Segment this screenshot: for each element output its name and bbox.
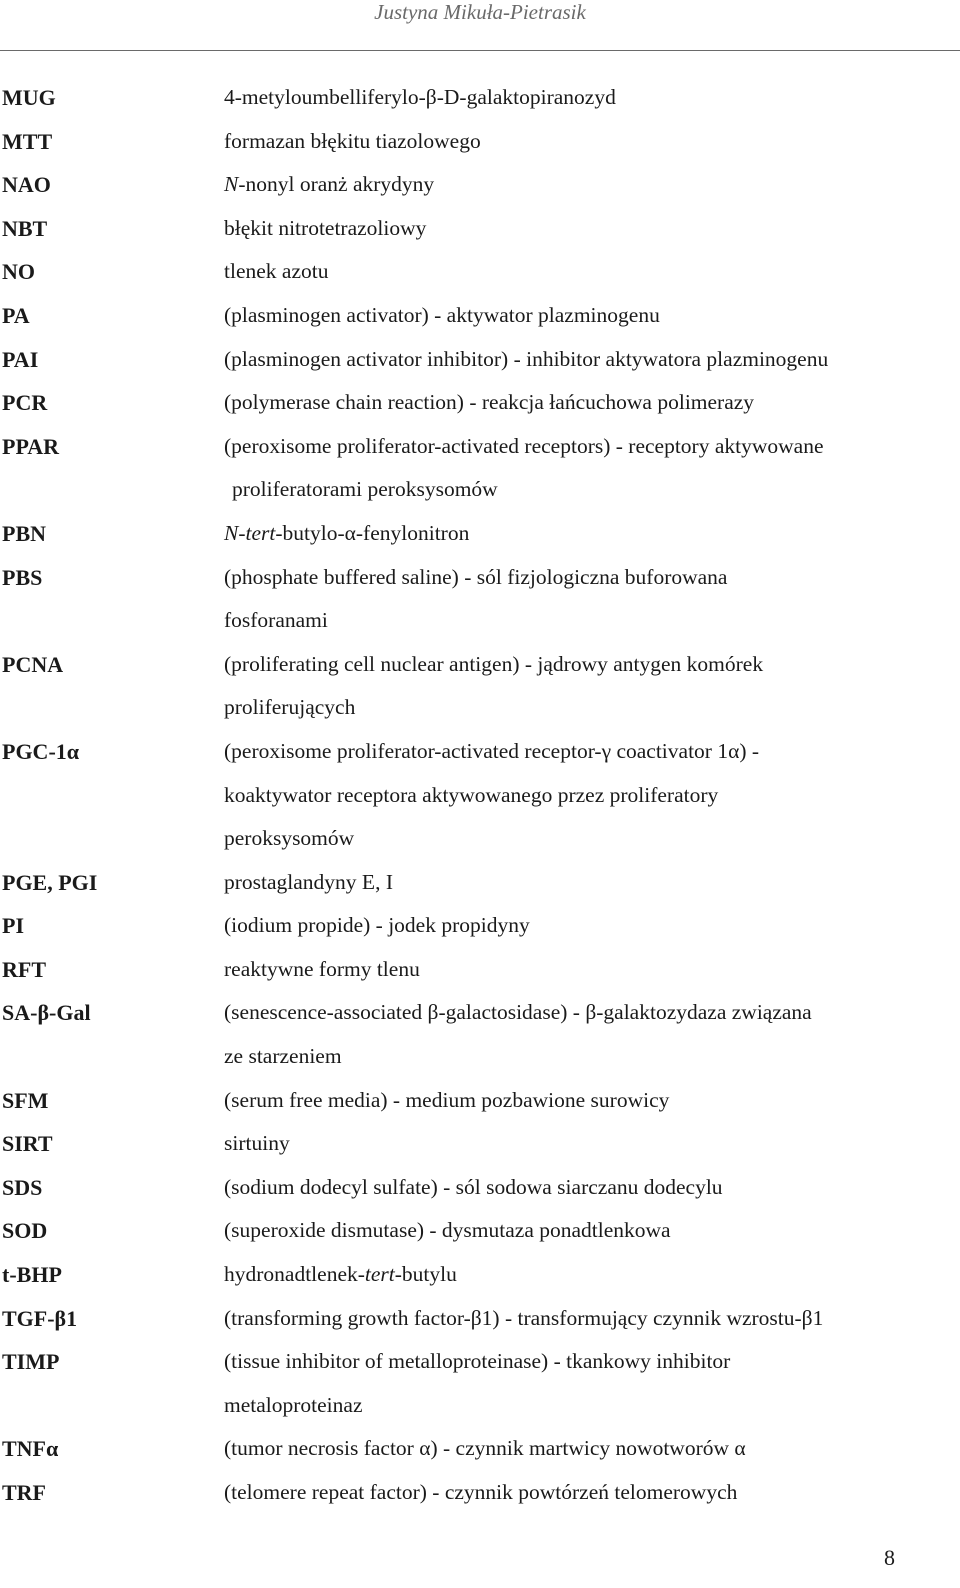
definition-line: 4-metyloumbelliferylo-β-D-galaktopiranozyd — [224, 85, 616, 109]
running-head-author: Justyna Mikuła-Pietrasik — [374, 0, 586, 24]
abbreviation-definition — [224, 163, 960, 207]
abbreviation-row — [0, 1122, 960, 1166]
definition-line: (plasminogen activator) - aktywator plazminogenu — [224, 302, 660, 327]
abbreviation-row — [0, 163, 960, 207]
abbreviation-definition — [224, 1471, 960, 1515]
definition-line: N-tert-butylo-α-fenylonitron — [224, 520, 470, 545]
definition-line: sirtuiny — [224, 1131, 290, 1156]
abbreviation-definition — [224, 991, 960, 1078]
abbreviation-row — [0, 948, 960, 992]
definition-line: (senescence-associated β-galactosidase) - β-galaktozydaza związana — [224, 1000, 812, 1025]
abbreviation-term: SA-β-Gal — [2, 1000, 91, 1026]
definition-line: fosforanami — [224, 608, 328, 633]
definition-line: reaktywne formy tlenu — [224, 956, 420, 981]
abbreviation-term: PCNA — [2, 651, 64, 677]
abbreviation-definition — [224, 1079, 960, 1123]
abbreviation-term: TIMP — [2, 1349, 60, 1375]
definition-line: metaloproteinaz — [224, 1392, 363, 1417]
definition-line: (transforming growth factor-β1) - transformujący czynnik wzrostu-β1 — [224, 1305, 824, 1330]
abbreviation-definition — [224, 207, 960, 251]
abbreviation-row — [0, 76, 960, 120]
abbreviation-term: MTT — [2, 128, 53, 154]
abbreviation-row — [0, 1340, 960, 1427]
abbreviation-row — [0, 1209, 960, 1253]
abbreviation-term: TRF — [2, 1480, 46, 1505]
abbreviation-row — [0, 1297, 960, 1341]
abbreviation-row — [0, 904, 960, 948]
abbreviation-row — [0, 294, 960, 338]
abbreviation-term: PCR — [2, 390, 48, 416]
abbreviation-definition — [224, 76, 960, 120]
abbreviation-row — [0, 338, 960, 382]
abbreviation-row — [0, 381, 960, 425]
abbreviation-term: RFT — [2, 956, 46, 982]
definition-line: (superoxide dismutase) - dysmutaza ponadtlenkowa — [224, 1218, 671, 1243]
definition-line: (iodium propide) - jodek propidyny — [224, 913, 530, 938]
definition-line: (telomere repeat factor) - czynnik powtórzeń telomerowych — [224, 1480, 738, 1504]
definition-line: proliferatorami peroksysomów — [232, 477, 498, 502]
abbreviation-term: PAI — [2, 346, 39, 372]
definition-line: (peroxisome proliferator-activated receptors) - receptory aktywowane — [224, 433, 824, 458]
abbreviation-row — [0, 730, 960, 861]
abbreviation-list — [0, 76, 960, 1515]
definition-line: (tissue inhibitor of metalloproteinase) - tkankowy inhibitor — [224, 1349, 731, 1374]
definition-line: (plasminogen activator inhibitor) - inhibitor aktywatora plazminogenu — [224, 346, 829, 371]
abbreviation-definition — [224, 1253, 960, 1297]
abbreviation-row — [0, 991, 960, 1078]
abbreviation-row — [0, 120, 960, 164]
abbreviation-definition — [224, 1209, 960, 1253]
definition-line: hydronadtlenek-tert-butylu — [224, 1262, 457, 1287]
abbreviation-term: TNFα — [2, 1436, 59, 1462]
abbreviation-definition — [224, 904, 960, 948]
abbreviation-definition — [224, 1427, 960, 1471]
abbreviation-definition — [224, 338, 960, 382]
definition-line: peroksysomów — [224, 826, 355, 851]
abbreviation-definition — [224, 1297, 960, 1341]
definition-line: ze starzeniem — [224, 1044, 342, 1069]
abbreviation-definition — [224, 1122, 960, 1166]
abbreviation-row — [0, 425, 960, 512]
abbreviation-term: MUG — [2, 85, 56, 110]
abbreviation-definition — [224, 294, 960, 338]
abbreviation-definition — [224, 861, 960, 905]
abbreviation-definition — [224, 643, 960, 730]
definition-line: formazan błękitu tiazolowego — [224, 128, 481, 153]
abbreviation-term: PGC-1α — [2, 738, 80, 764]
header-rule — [0, 50, 960, 51]
abbreviation-definition — [224, 1166, 960, 1210]
definition-line: (sodium dodecyl sulfate) - sól sodowa siarczanu dodecylu — [224, 1174, 723, 1199]
abbreviation-term: PBN — [2, 520, 46, 546]
abbreviation-term: SIRT — [2, 1131, 53, 1157]
abbreviation-definition — [224, 730, 960, 861]
abbreviation-row — [0, 643, 960, 730]
abbreviation-row — [0, 1471, 960, 1515]
abbreviation-term: SFM — [2, 1087, 49, 1113]
definition-line: błękit nitrotetrazoliowy — [224, 215, 427, 240]
abbreviation-row — [0, 861, 960, 905]
abbreviation-row — [0, 1427, 960, 1471]
definition-line: (proliferating cell nuclear antigen) - jądrowy antygen komórek — [224, 651, 764, 676]
abbreviation-definition — [224, 250, 960, 294]
abbreviation-term: PI — [2, 913, 24, 939]
abbreviation-term: t-BHP — [2, 1262, 62, 1288]
definition-line: (serum free media) - medium pozbawione surowicy — [224, 1087, 670, 1112]
definition-line: N-nonyl oranż akrydyny — [224, 172, 435, 197]
abbreviation-definition — [224, 120, 960, 164]
abbreviation-row — [0, 1166, 960, 1210]
abbreviation-definition — [224, 381, 960, 425]
abbreviation-term: PA — [2, 302, 30, 328]
abbreviation-definition — [224, 512, 960, 556]
abbreviation-row — [0, 250, 960, 294]
abbreviation-term: NAO — [2, 172, 51, 198]
abbreviation-definition — [224, 1340, 960, 1427]
definition-line: prostaglandyny E, I — [224, 869, 393, 894]
definition-line: (polymerase chain reaction) - reakcja łańcuchowa polimerazy — [224, 390, 755, 415]
definition-line: koaktywator receptora aktywowanego przez proliferatory — [224, 782, 719, 807]
definition-line: (phosphate buffered saline) - sól fizjologiczna buforowana — [224, 564, 728, 589]
abbreviation-term: SOD — [2, 1218, 48, 1244]
abbreviation-definition — [224, 948, 960, 992]
abbreviation-term: TGF-β1 — [2, 1305, 78, 1331]
abbreviation-term: PPAR — [2, 433, 60, 459]
abbreviation-term: PBS — [2, 564, 43, 590]
abbreviation-term: NO — [2, 259, 35, 285]
abbreviation-term: PGE, PGI — [2, 869, 98, 895]
definition-line: (peroxisome proliferator-activated receptor-γ coactivator 1α) - — [224, 738, 760, 763]
abbreviation-definition — [224, 556, 960, 643]
abbreviation-row — [0, 207, 960, 251]
abbreviation-row — [0, 512, 960, 556]
definition-line: proliferujących — [224, 695, 356, 720]
abbreviation-definition — [224, 425, 960, 512]
abbreviation-term: NBT — [2, 215, 48, 241]
abbreviation-row — [0, 1079, 960, 1123]
abbreviation-row — [0, 556, 960, 643]
abbreviation-row — [0, 1253, 960, 1297]
definition-line: tlenek azotu — [224, 259, 329, 284]
definition-line: (tumor necrosis factor α) - czynnik martwicy nowotworów α — [224, 1436, 746, 1461]
page-number: 8 — [884, 1545, 895, 1570]
abbreviation-term: SDS — [2, 1174, 43, 1200]
